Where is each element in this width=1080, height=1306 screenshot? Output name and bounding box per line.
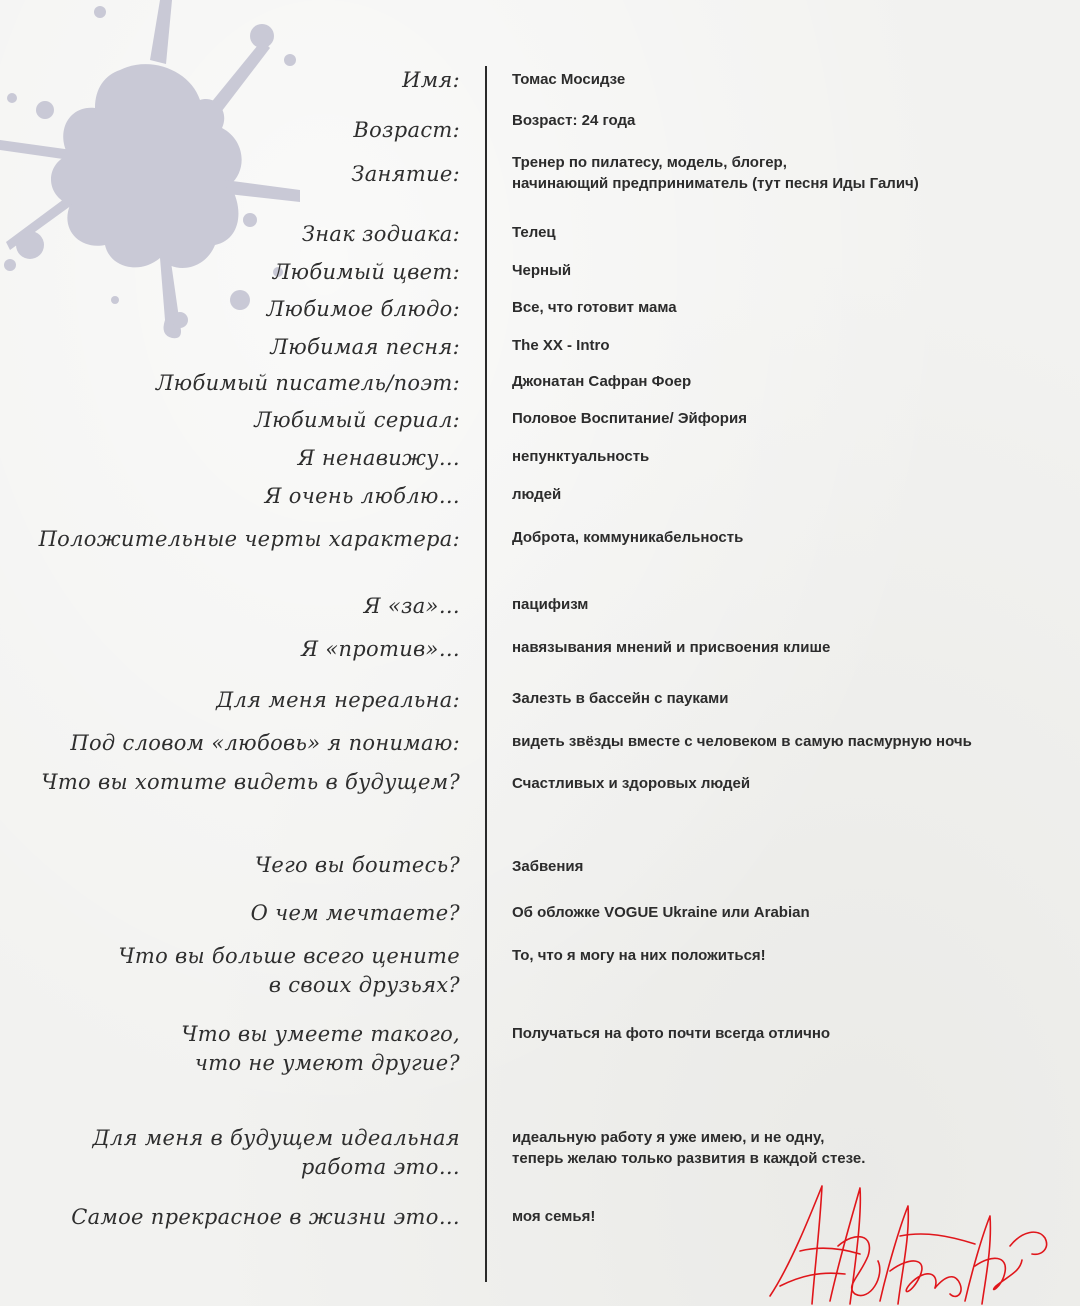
row-label: Я очень люблю… — [264, 484, 460, 508]
row-value: То, что я могу на них положиться! — [512, 947, 766, 964]
row-label: Любимое блюдо: — [266, 297, 460, 321]
row-value: Телец — [512, 224, 556, 241]
row-label: Самое прекрасное в жизни это… — [71, 1205, 460, 1229]
row-value: видеть звёзды вместе с человеком в самую пасмурную ночь — [512, 733, 972, 750]
row-value: Залезть в бассейн с пауками — [512, 690, 729, 707]
row-value: Об обложке VOGUE Ukraine или Arabian — [512, 904, 810, 921]
row-value: людей — [512, 486, 562, 503]
row-value: навязывания мнений и присвоения клише — [512, 639, 831, 656]
row-label: Что вы больше всего цените в своих друзьях? — [118, 944, 460, 997]
row-value: Доброта, коммуникабельность — [512, 529, 744, 546]
row-value: Все, что готовит мама — [512, 299, 677, 316]
row-value: Джонатан Сафран Фоер — [512, 373, 692, 390]
row-value: The XX - Intro — [512, 337, 610, 354]
row-label: Любимый сериал: — [254, 408, 460, 432]
row-value: Половое Воспитание/ Эйфория — [512, 410, 747, 427]
row-value: моя семья! — [512, 1208, 596, 1225]
row-label: Возраст: — [353, 118, 460, 142]
row-label: Имя: — [402, 68, 460, 92]
row-label: Любимая песня: — [270, 335, 460, 359]
row-label: Я ненавижу… — [297, 446, 460, 470]
vertical-divider — [485, 66, 487, 1282]
row-value: Забвения — [512, 858, 584, 875]
row-label: Чего вы боитесь? — [254, 853, 460, 877]
row-label: Положительные черты характера: — [38, 527, 460, 551]
row-label: Любимый цвет: — [272, 260, 460, 284]
row-label: Я «против»… — [301, 637, 460, 661]
row-value: Возраст: 24 года — [512, 112, 636, 129]
row-label: Занятие: — [351, 162, 460, 186]
row-label: Что вы хотите видеть в будущем? — [41, 770, 460, 794]
row-value: Томас Мосидзе — [512, 71, 626, 88]
row-value: идеальную работу я уже имею, и не одну, теперь желаю только развития в каждой стезе. — [512, 1129, 866, 1167]
row-value: Счастливых и здоровых людей — [512, 775, 751, 792]
row-value: Тренер по пилатесу, модель, блогер, начинающий предприниматель (тут песня Иды Галич) — [512, 154, 919, 192]
row-label: Я «за»… — [363, 594, 460, 618]
row-label: Для меня нереальна: — [216, 688, 460, 712]
row-label: Для меня в будущем идеальная работа это… — [92, 1126, 460, 1179]
row-label: О чем мечтаете? — [250, 901, 460, 925]
row-label: Что вы умеете такого, что не умеют другие? — [181, 1022, 460, 1075]
handwritten-signature-icon — [760, 1176, 1060, 1306]
row-label: Знак зодиака: — [301, 222, 460, 246]
row-value: пацифизм — [512, 596, 589, 613]
row-value: Получаться на фото почти всегда отлично — [512, 1025, 831, 1042]
row-value: непунктуальность — [512, 448, 650, 465]
row-value: Черный — [512, 262, 572, 279]
row-label: Под словом «любовь» я понимаю: — [70, 731, 460, 755]
row-label: Любимый писатель/поэт: — [155, 371, 460, 395]
